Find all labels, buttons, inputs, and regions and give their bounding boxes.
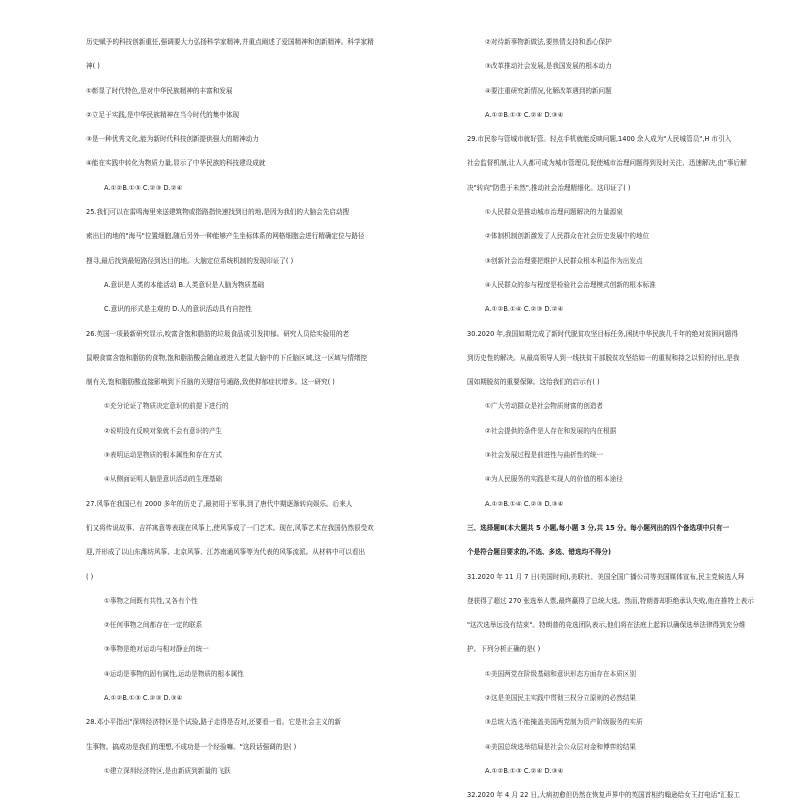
left-text-line: ①彰显了时代特色,是对中华民族精神的丰富和发展 — [86, 86, 233, 95]
left-option-line: ①事物之间既有共性,又各有个性 — [104, 596, 198, 605]
right-text-line: 登获得了超过 270 张选举人票,最终赢得了总统大选。然而,特朗普却拒绝承认失败,他在推特上表示 — [467, 596, 754, 605]
right-option-line: ①人民群众是推动城市治理问题解决的力量源泉 — [485, 208, 623, 217]
left-option-line: ②任何事物之间都存在一定的联系 — [104, 621, 203, 630]
right-section-heading: 个是符合题目要求的,不选、多选、错选均不得分) — [467, 548, 611, 557]
right-option-line: ④人民群众的参与程度是检验社会治理模式创新的根本标准 — [485, 280, 656, 289]
right-answer-choices: A.①②B.①③ C.②④ D.③④ — [485, 766, 564, 775]
right-option-line: ③社会发展过程是前进性与曲折性的统一 — [485, 451, 604, 460]
left-text-line: 25.我们可以在雷鸣海里来送建筑物或指路指快速找到目的地,是因为我们的大脑会先启动搜 — [86, 208, 350, 217]
left-text-line: 迎,并形成了以山东潍坊风筝、北京风筝、江苏南通风筝等为代表的风筝流派。从材料中可以看出 — [86, 548, 366, 557]
right-text-line: "这次选举远没有结束"。特朗普的竞选团队表示,他们将在法庭上起诉以确保选举法律得到充分维 — [467, 621, 746, 630]
right-answer-choices: A.①②B.①④ C.②③ D.③④ — [485, 499, 564, 508]
right-text-line: 社会监督机制,让人人都可成为城市管理员,促使城市治理问题得到及时关注、迅速解决,由"事后解 — [467, 159, 747, 168]
right-text-line: 29.市民参与管城市就好管。轻点手机就能反映问题,1400 余人成为"人民城管员",H 市引入 — [467, 135, 732, 144]
left-option-line: ①充分论证了物质决定意识的前提下进行的 — [104, 402, 229, 411]
left-text-line: 28.邓小平指出"深圳经济特区是个试验,路子走得是否对,还要看一看。它是社会主义的新 — [86, 718, 342, 727]
right-option-line: ②对待新事物新做法,要热情支持和悉心保护 — [485, 38, 612, 46]
right-option-line: ②社会提供的条件是人存在和发展的内在根据 — [485, 426, 617, 435]
left-text-line: 鼠喂食富含饱和脂肪的食物,饱和脂肪酸会随血液进入老鼠大脑中的下丘脑区域,这一区域与情绪控 — [86, 353, 368, 362]
left-text-line: 26.英国一项最新研究显示,咬富含饱和脂肪的垃圾食品或引发抑郁。研究人员给实验用的老 — [86, 329, 350, 338]
right-text-line: 31.2020 年 11 月 7 日(美国时间),美联社、美国全国广播公司等美国媒体宣布,民主党候选人拜 — [467, 572, 745, 581]
left-text-line: 制有关,饱和脂肪酸直接影响到下丘脑的关键信号通路,致使抑郁症状增多。这一研究( ) — [86, 378, 335, 387]
left-text-line: 27.风筝在我国已有 2000 多年的历史了,最初用于军事,到了唐代中期逐渐转向娱乐。后来人 — [86, 499, 353, 508]
right-text-line: 护。下列分析正确的是( ) — [467, 645, 541, 654]
left-text-line: 们又将传说故事、吉祥寓意等表现在风筝上,使风筝成了一门艺术。现在,风筝艺术在我国仍然很受欢 — [86, 523, 374, 532]
left-answer-choices: A.①②B.①③ C.②③ D.②④ — [104, 183, 183, 192]
right-option-line: ③总统大选不能掩盖美国两党制为资产阶级服务的实质 — [485, 718, 643, 727]
left-option-line: ①建立深圳经济特区,是由新质到新量的飞跃 — [104, 766, 231, 775]
left-option-line: ④运动是事物的固有属性,运动是物质的根本属性 — [104, 669, 244, 678]
right-section-heading: 三、选择题Ⅱ(本大题共 5 小题,每小题 3 分,共 15 分。每小题列出的四个备选项中只有一 — [467, 523, 730, 532]
left-option-line: ③表明运动是物质的根本属性和存在方式 — [104, 451, 223, 460]
right-option-line: ①美国两党在阶级基础和意识形态方面存在本质区别 — [485, 669, 636, 678]
right-option-line: ④要注重研究新情况,化解改革遇到的新问题 — [485, 86, 612, 95]
left-text-line: 搜寻,最后找到最短路径到达目的地。大脑定位系统机制的发现印证了( ) — [86, 256, 294, 265]
right-answer-choices: A.①②B.①④ C.②③ D.②④ — [485, 305, 564, 314]
left-text-line: 历史赋予的科技创新重任,强调要大力弘扬科学家精神,并重点阐述了爱国精神和创新精神。科学家精 — [86, 38, 374, 46]
right-answer-choices: A.①②B.①③ C.②④ D.③④ — [485, 110, 564, 119]
left-answer-choices: A.意识是人类的本能活动 B.人类意识是人脑为物质基础 — [104, 280, 265, 289]
right-option-line: ①广大劳动群众是社会物质财富的创造者 — [485, 402, 604, 411]
right-option-line: ③创新社会治理要把维护人民群众根本利益作为出发点 — [485, 256, 643, 265]
right-option-line: ③改革推动社会发展,是我国发展的根本动力 — [485, 62, 612, 71]
right-option-line: ④为人民服务的实践是实现人的价值的根本途径 — [485, 475, 623, 484]
left-text-line: 索出目的地的"海马"位置细胞,随后另外一种能够产生坐标体系的网格细胞会进行精确定位与路径 — [86, 232, 365, 241]
left-text-line: ( ) — [86, 572, 94, 581]
left-column — [86, 30, 416, 783]
right-text-line: 32.2020 年 4 月 22 日,大病初愈但仍然在恢复声界中的英国首相约翰逊给女王打电话"汇报工 — [467, 791, 741, 800]
left-option-line: ④从侧面证明人脑是意识活动的生理基础 — [104, 475, 223, 484]
left-text-line: 生事物。搞成功是我们的理想,不成功是一个经验嘛。"这段话强调的是( ) — [86, 742, 297, 751]
left-option-line: ③事物是绝对运动与相对静止的统一 — [104, 645, 209, 654]
left-option-line: ②说明没有反映对象就不会有意识的产生 — [104, 426, 223, 435]
right-text-line: 到历史性的解决。从最高领导人到一线扶贫干部脱贫攻坚给如一的重视和持之以恒的付出,是我 — [467, 353, 740, 362]
right-column — [467, 30, 785, 808]
right-option-line: ②这是美国民主实践中贯彻三权分立原则的必然结果 — [485, 694, 636, 703]
left-answer-choices: C.意识的形式是主观的 D.人的意识活动具有自控性 — [104, 305, 252, 314]
left-text-line: ②立足于实践,是中华民族精神在当今时代的集中体现 — [86, 110, 240, 119]
right-text-line: 决"转向"防患于未然",推动社会治理精细化。这印证了( ) — [467, 183, 631, 192]
right-option-line: ②体制机制创新激发了人民群众在社会历史发展中的地位 — [485, 232, 650, 241]
left-text-line: ④能在实践中转化为物质力量,显示了中华民族的科技建设成就 — [86, 159, 266, 168]
right-option-line: ④美国总统选举结局是社会公众层对金和博弈的结果 — [485, 742, 636, 751]
left-answer-choices: A.①②B.①③ C.②③ D.③④ — [104, 694, 183, 703]
left-text-line: ③是一种优秀文化,能为新时代科技创新提供强大的精神动力 — [86, 135, 259, 144]
left-text-line: 神( ) — [86, 62, 100, 71]
right-text-line: 国如期脱贫的重要保障。这给我们的启示有( ) — [467, 378, 600, 387]
right-text-line: 30.2020 年,我国如期完成了新时代脱贫攻坚目标任务,困扰中华民族几千年的绝对贫困问题得 — [467, 329, 738, 338]
